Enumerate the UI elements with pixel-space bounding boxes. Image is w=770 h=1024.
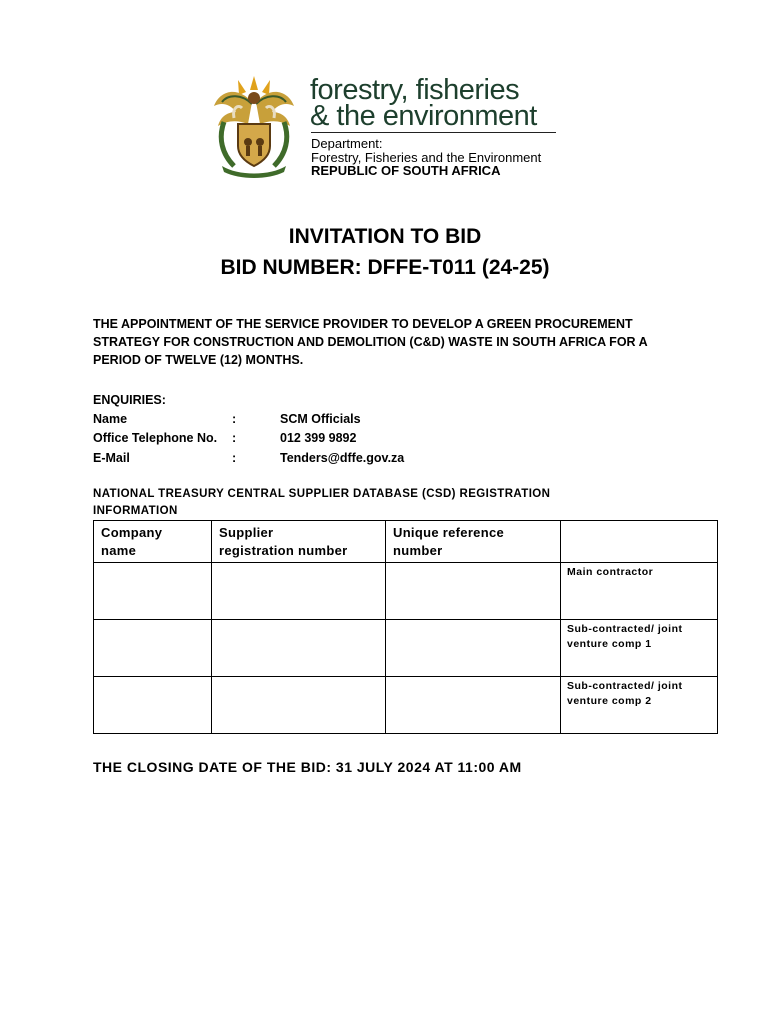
header-supplier-registration: Supplier registration number — [212, 521, 386, 563]
enquiry-label-email: E-Mail — [93, 451, 130, 465]
enquiry-label-name: Name — [93, 412, 128, 426]
unique-reference-cell[interactable] — [386, 620, 561, 677]
department-name: Forestry, Fisheries and the Environment — [311, 150, 542, 165]
supplier-number-cell[interactable] — [212, 620, 386, 677]
enquiry-value-email: Tenders@dffe.gov.za — [280, 451, 405, 465]
description-line-1: THE APPOINTMENT OF THE SERVICE PROVIDER TO DEVELOP A GREEN PROCUREMENT — [93, 317, 633, 331]
enquiry-separator: : — [232, 451, 237, 465]
role-cell: Main contractor — [561, 563, 718, 620]
letterhead-divider — [311, 132, 556, 133]
closing-date: THE CLOSING DATE OF THE BID: 31 JULY 2024 AT 11:00 AM — [93, 759, 522, 775]
enquiries-heading: ENQUIRIES: — [93, 393, 166, 407]
table-header-row — [94, 521, 718, 563]
header-company-name: Company name — [94, 521, 212, 563]
country-name: REPUBLIC OF SOUTH AFRICA — [311, 163, 501, 178]
header-unique-reference: Unique reference number — [386, 521, 561, 563]
enquiry-separator: : — [232, 431, 237, 445]
table-row — [94, 677, 718, 734]
table-row — [94, 563, 718, 620]
enquiry-value-name: SCM Officials — [280, 412, 361, 426]
company-name-cell[interactable] — [94, 677, 212, 734]
department-label: Department: — [311, 136, 383, 151]
table-row — [94, 620, 718, 677]
description-line-2: STRATEGY FOR CONSTRUCTION AND DEMOLITION (C&D) WASTE IN SOUTH AFRICA FOR A — [93, 335, 648, 349]
role-cell: Sub-contracted/ joint venture comp 2 — [561, 677, 718, 734]
csd-heading-cont: INFORMATION — [93, 505, 178, 517]
unique-reference-cell[interactable] — [386, 563, 561, 620]
company-name-cell[interactable] — [94, 563, 212, 620]
brand-line-2: & the environment — [310, 100, 537, 132]
enquiry-value-telephone: 012 399 9892 — [280, 431, 357, 445]
role-cell: Sub-contracted/ joint venture comp 1 — [561, 620, 718, 677]
supplier-number-cell[interactable] — [212, 563, 386, 620]
brand-line-1: forestry, fisheries — [310, 74, 520, 106]
csd-heading: NATIONAL TREASURY CENTRAL SUPPLIER DATABASE (CSD) REGISTRATION — [93, 488, 551, 500]
document-title: INVITATION TO BID — [288, 225, 482, 248]
description-line-3: PERIOD OF TWELVE (12) MONTHS. — [93, 353, 304, 367]
enquiry-label-telephone: Office Telephone No. — [93, 431, 218, 445]
bid-number: BID NUMBER: DFFE-T011 (24-25) — [220, 256, 550, 279]
company-name-cell[interactable] — [94, 620, 212, 677]
supplier-number-cell[interactable] — [212, 677, 386, 734]
header-role — [561, 521, 718, 563]
coat-of-arms-icon — [208, 72, 300, 180]
csd-registration-table — [93, 520, 718, 734]
unique-reference-cell[interactable] — [386, 677, 561, 734]
enquiry-separator: : — [232, 412, 237, 426]
